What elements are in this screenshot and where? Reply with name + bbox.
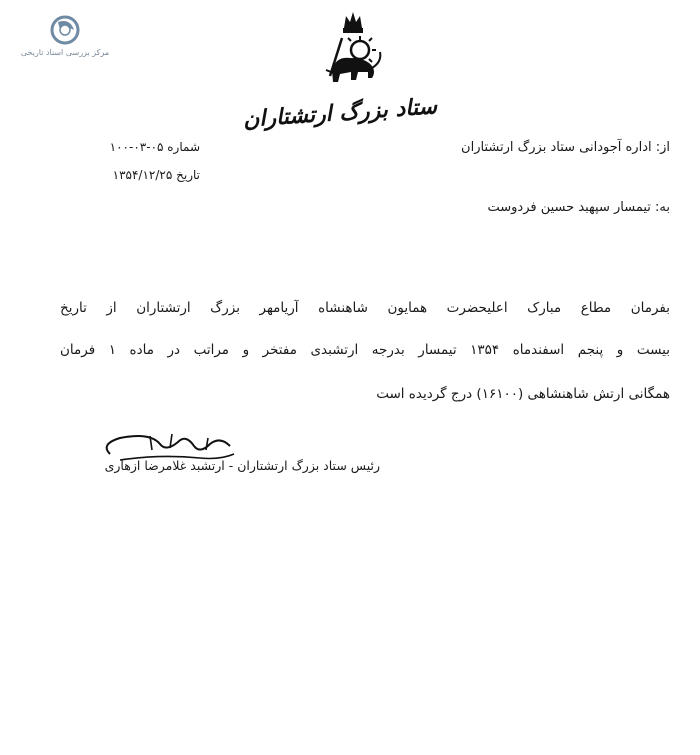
reference-date: تاریخ ۱۳۵۴/۱۲/۲۵: [112, 168, 200, 182]
letter-body-line: بفرمان مطاع مبارک اعلیحضرت همایون شاهنشاه آریامهر بزرگ ارتشتاران از تاریخ: [60, 300, 670, 316]
archive-logo-icon: [10, 12, 120, 52]
signer-title: رئیس ستاد بزرگ ارتشتاران - ارتشبد غلامرضا ازهاری: [104, 458, 380, 473]
letter-recipient: به: تیمسار سپهبد حسین فردوست: [487, 200, 670, 215]
watermark-text: مرکز بررسی اسناد تاریخی: [20, 48, 110, 57]
watermark-logo: [10, 12, 120, 60]
letter-body-line: همگانی ارتش شاهنشاهی (۱۶۱۰۰) درج گردیده است: [376, 386, 670, 402]
lion-and-sun-emblem: [318, 10, 388, 94]
letter-body-line: بیست و پنجم اسفندماه ۱۳۵۴ تیمسار بدرجه ارتشبدی مفتخر و مراتب در ماده ۱ فرمان: [60, 342, 670, 358]
letter-from: از: اداره آجودانی ستاد بزرگ ارتشتاران: [461, 140, 670, 155]
organization-title: ستاد بزرگ ارتشتاران: [242, 93, 438, 133]
reference-number: شماره ۰۵-۰۳-۱۰۰: [109, 140, 200, 154]
lion-sun-crown-icon: [318, 10, 388, 94]
